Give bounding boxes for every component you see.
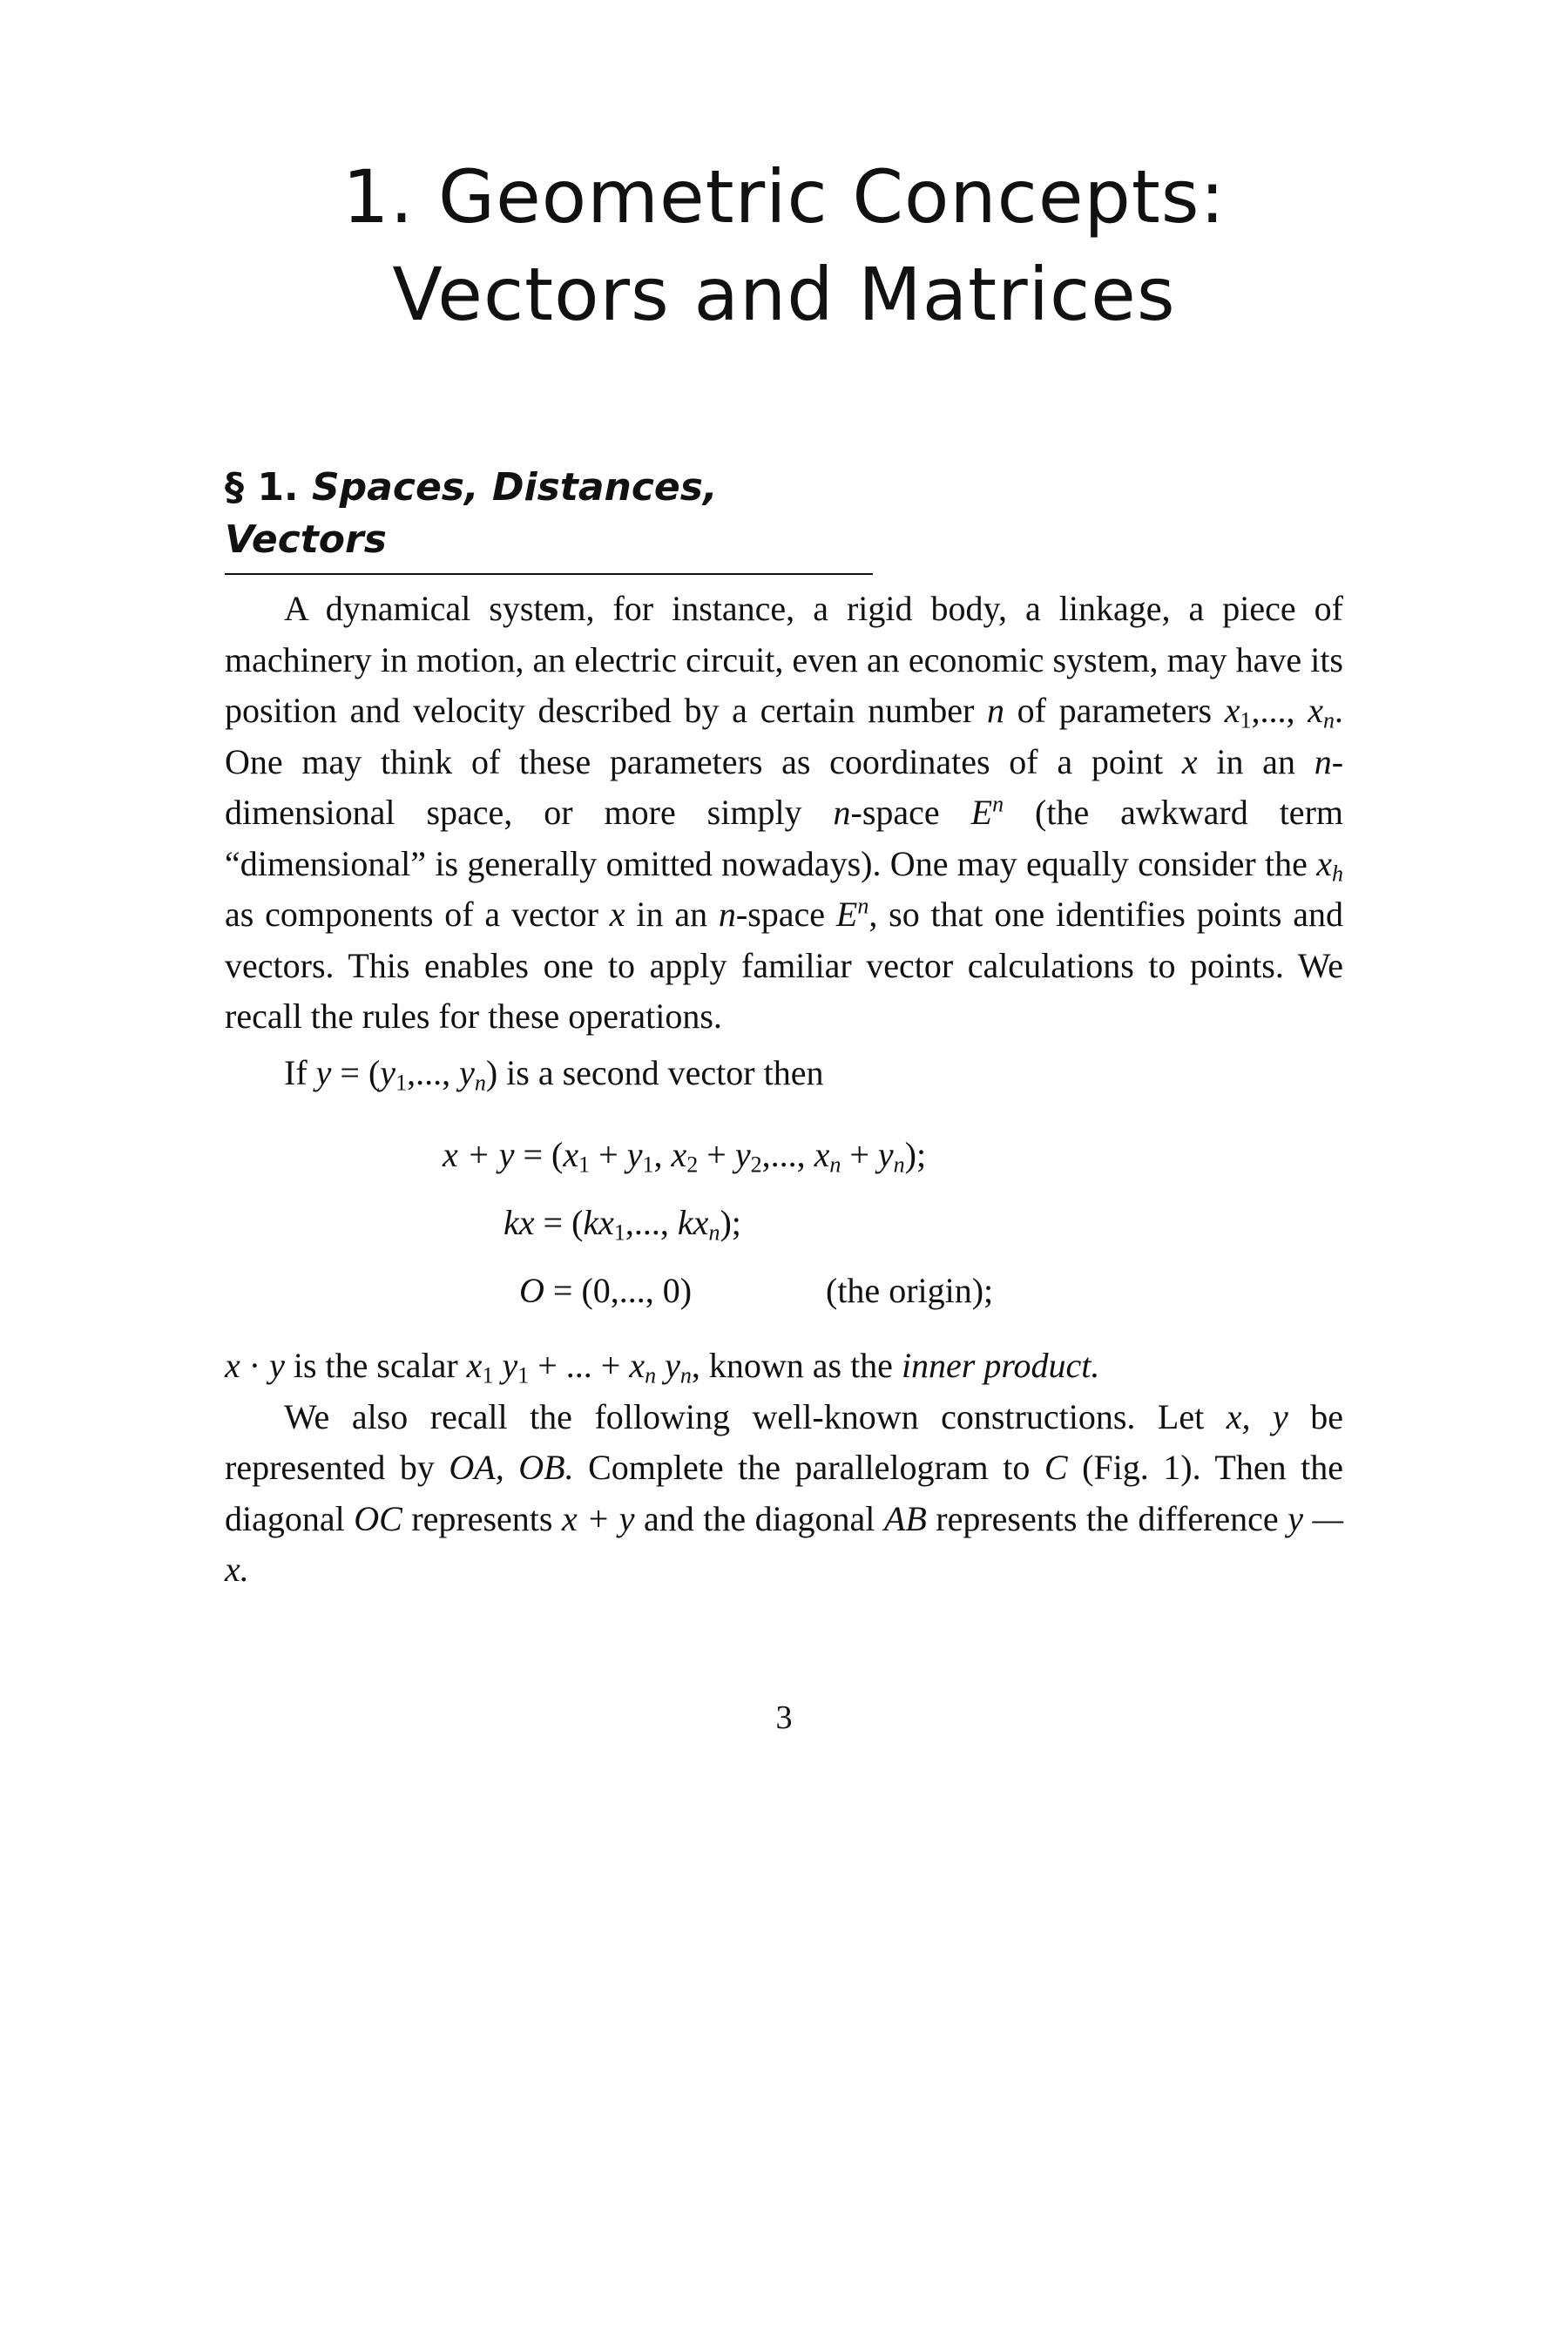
- math-n: n: [833, 793, 851, 832]
- superscript: n: [992, 791, 1004, 817]
- text-run: );: [904, 1135, 927, 1174]
- math-x: x: [814, 1135, 830, 1174]
- subscript: 1: [395, 1070, 408, 1095]
- text-run: represents: [402, 1498, 562, 1538]
- text-run: +: [590, 1135, 627, 1174]
- math-n: n: [986, 691, 1004, 730]
- math-n: n: [1314, 741, 1332, 781]
- text-run: ,...,: [761, 1135, 814, 1174]
- equation-content: [519, 1257, 692, 1325]
- text-run: ,...,: [625, 1203, 678, 1242]
- math-y: y: [380, 1052, 396, 1092]
- body-text: [225, 584, 1343, 1596]
- equation-scalar-multiple: [225, 1189, 1343, 1257]
- equation-origin: [225, 1257, 1343, 1325]
- text-run: is the scalar: [284, 1346, 467, 1385]
- text-run: = (: [331, 1052, 381, 1092]
- math-E: E: [835, 895, 858, 934]
- term-inner-product: inner product.: [901, 1346, 1100, 1385]
- subscript: 1: [613, 1219, 625, 1246]
- text-run: -space: [850, 793, 971, 832]
- math-x: x: [563, 1135, 579, 1174]
- text-run: in an: [1197, 741, 1315, 781]
- text-run: , so that one identifies points and vectors. This enables one to apply familiar vector calculations to points. We recall the rules for these operations.: [225, 895, 1343, 1036]
- section-heading: [225, 462, 873, 575]
- equation-lhs: kx: [504, 1203, 535, 1242]
- subscript: 1: [642, 1152, 654, 1178]
- math-y: y: [493, 1346, 518, 1385]
- math-c: C: [1044, 1448, 1068, 1487]
- math-oa-ob: OA, OB.: [449, 1448, 574, 1487]
- math-x: x: [1224, 691, 1240, 730]
- math-y: y: [734, 1135, 751, 1174]
- text-run: A dynamical system, for instance, a rigid body, a linkage, a piece of machinery in motion, an electric circuit, even an economic system, may have its position and velocity described by a certain number: [225, 589, 1343, 730]
- text-run: ,: [653, 1135, 672, 1174]
- math-x: x: [671, 1135, 687, 1174]
- math-y: y: [315, 1052, 332, 1092]
- subscript: 2: [686, 1152, 699, 1178]
- subscript: n: [829, 1152, 841, 1178]
- text-run: If: [284, 1052, 316, 1092]
- math-sum: x + y: [562, 1498, 635, 1538]
- subscript: h: [1332, 861, 1343, 886]
- section-title: Spaces, Distances, Vectors: [225, 465, 718, 562]
- math-x: x: [1308, 691, 1323, 730]
- subscript: n: [1323, 707, 1335, 733]
- math-ab: AB: [883, 1498, 927, 1538]
- text-run: of parameters: [1004, 691, 1225, 730]
- equation-content: [443, 1121, 926, 1189]
- subscript: n: [708, 1219, 720, 1246]
- text-run: ·: [240, 1346, 270, 1385]
- chapter-title-line-1: 1. Geometric Concepts:: [342, 154, 1226, 240]
- text-run: -space: [735, 895, 836, 934]
- math-E: E: [970, 793, 993, 832]
- math-y: y: [656, 1346, 680, 1385]
- equation-lhs: x + y: [443, 1135, 515, 1174]
- math-oc: OC: [354, 1498, 402, 1538]
- math-x: x: [609, 895, 625, 934]
- math-x: x: [225, 1346, 240, 1385]
- subscript: 1: [517, 1362, 530, 1388]
- subscript: n: [893, 1152, 905, 1178]
- subscript: n: [679, 1362, 692, 1388]
- math-n: n: [718, 895, 736, 934]
- text-run: -dimensional space, or more simply: [225, 741, 1344, 832]
- equation-lhs: O: [519, 1271, 544, 1310]
- section-number: § 1.: [225, 465, 299, 510]
- equation-note: (the origin);: [826, 1271, 994, 1310]
- math-y: y: [877, 1135, 894, 1174]
- math-kx: kx: [677, 1203, 709, 1242]
- text-run: = (: [534, 1203, 584, 1242]
- subscript: n: [474, 1070, 486, 1095]
- text-run: ,...,: [1251, 691, 1308, 730]
- text-run: +: [841, 1135, 878, 1174]
- text-run: . One may think of these parameters as coordinates of a point: [225, 691, 1343, 781]
- equation-vector-sum: [225, 1121, 1343, 1189]
- subscript: 1: [482, 1362, 494, 1388]
- text-run: , known as the: [691, 1346, 902, 1385]
- math-y: y: [459, 1052, 475, 1092]
- text-run: in an: [625, 895, 719, 934]
- text-run: = (0,..., 0): [544, 1271, 693, 1310]
- text-run: Complete the parallelogram to: [573, 1448, 1044, 1487]
- math-xy: x, y: [1226, 1396, 1288, 1436]
- display-equations: [225, 1121, 1343, 1325]
- math-y: y: [626, 1135, 643, 1174]
- text-run: and the diagonal: [634, 1498, 884, 1538]
- paragraph-second-vector: [225, 1048, 1343, 1099]
- paragraph-dynamical-system: [225, 584, 1343, 1043]
- math-difference: y — x.: [225, 1498, 1344, 1589]
- math-x: x: [629, 1346, 645, 1385]
- subscript: 1: [578, 1152, 591, 1178]
- text-run: ,...,: [407, 1052, 460, 1092]
- subscript: 1: [1240, 707, 1252, 733]
- math-x: x: [466, 1346, 483, 1385]
- text-run: be represented by: [225, 1396, 1343, 1487]
- text-run: +: [698, 1135, 735, 1174]
- text-run: + ... +: [529, 1346, 630, 1385]
- math-x: x: [1316, 843, 1332, 883]
- page-number: 3: [775, 1699, 793, 1736]
- math-kx: kx: [583, 1203, 614, 1242]
- text-run: );: [720, 1203, 741, 1242]
- text-run: = (: [514, 1135, 564, 1174]
- text-run: (the awkward term “dimensional” is generally omitted nowadays). One may equally consider the: [225, 793, 1343, 883]
- subscript: n: [645, 1362, 657, 1388]
- text-run: (Fig. 1). Then the diagonal: [225, 1448, 1343, 1538]
- text-run: ) is a second vector then: [485, 1052, 824, 1092]
- paragraph-inner-product: [225, 1341, 1343, 1392]
- text-run: represents the difference: [926, 1498, 1288, 1538]
- chapter-title-line-2: Vectors and Matrices: [392, 252, 1176, 337]
- text-run: We also recall the following well-known constructions. Let: [284, 1396, 1227, 1436]
- superscript: n: [857, 893, 869, 919]
- paragraph-constructions: [225, 1392, 1343, 1596]
- text-run: as components of a vector: [225, 895, 610, 934]
- subscript: 2: [750, 1152, 762, 1178]
- equation-content: [504, 1189, 741, 1257]
- chapter-title: [261, 148, 1307, 343]
- math-x: x: [1181, 741, 1198, 781]
- math-y: y: [269, 1346, 285, 1385]
